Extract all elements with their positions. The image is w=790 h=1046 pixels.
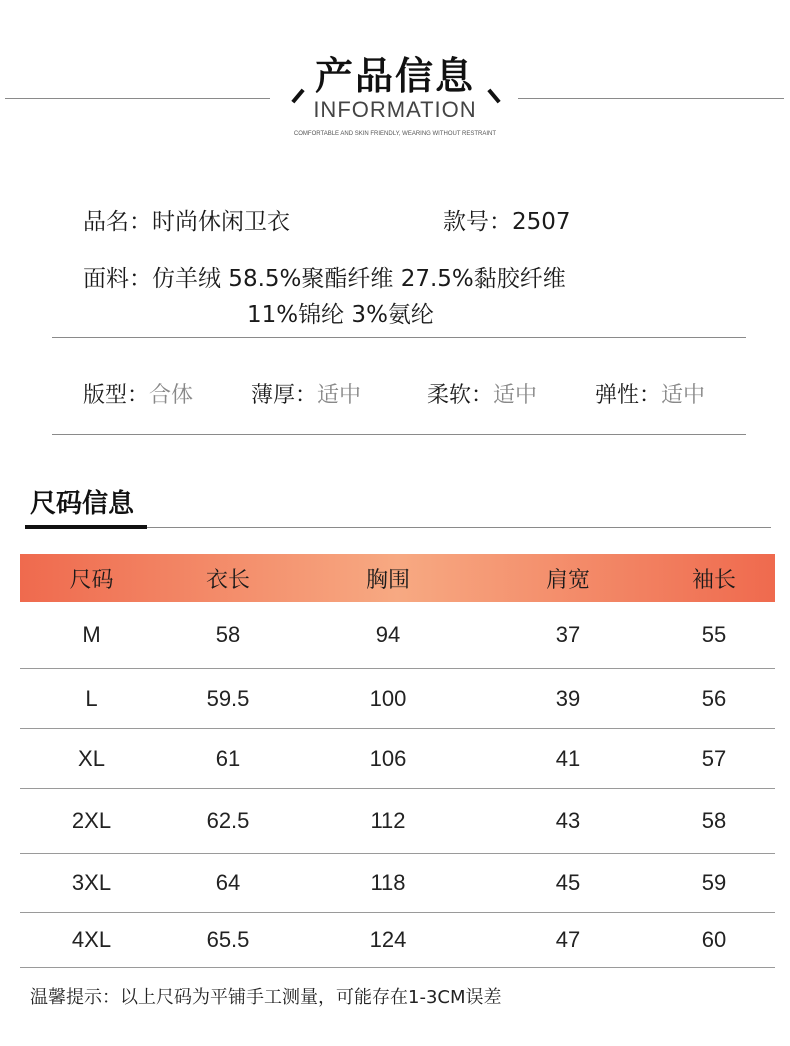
cell-length: 61 xyxy=(215,745,241,771)
attribute-elasticity-value: 适中 xyxy=(661,383,706,408)
header-shoulder: 肩宽 xyxy=(545,567,590,593)
fabric-line-1: 仿羊绒 58.5%聚酯纤维 27.5%黏胶纤维 xyxy=(152,266,566,292)
cell-size: 3XL xyxy=(71,870,112,895)
size-section-heading: 尺码信息 xyxy=(30,489,135,519)
attributes-divider-bottom xyxy=(52,434,746,435)
cell-shoulder: 39 xyxy=(555,685,581,711)
cell-sleeve: 58 xyxy=(701,808,727,833)
attribute-softness-value: 适中 xyxy=(493,383,538,408)
fabric-label: 面料： xyxy=(83,266,152,292)
header-chest: 胸围 xyxy=(365,567,410,593)
attribute-thickness-label: 薄厚： xyxy=(251,383,318,408)
table-row xyxy=(20,729,775,789)
attribute-elasticity xyxy=(595,378,705,409)
header-size: 尺码 xyxy=(69,567,114,593)
cell-chest: 100 xyxy=(369,685,407,711)
cell-shoulder: 37 xyxy=(555,622,581,647)
attribute-fit-value: 合体 xyxy=(149,383,194,408)
header-length: 衣长 xyxy=(205,567,250,593)
cell-length: 64 xyxy=(215,870,241,895)
cell-sleeve: 55 xyxy=(701,622,727,647)
header-sleeve: 袖长 xyxy=(691,567,736,593)
cell-sleeve: 57 xyxy=(701,745,727,771)
cell-length: 58 xyxy=(215,622,241,647)
product-name-row xyxy=(83,203,290,236)
cell-size: 2XL xyxy=(71,808,112,833)
table-row xyxy=(20,789,775,854)
tagline: COMFORTABLE AND SKIN FRIENDLY, WEARING WITHOUT RESTRAINT xyxy=(293,131,497,137)
measurement-tip: 温馨提示：以上尺码为平铺手工测量，可能存在1-3CM误差 xyxy=(30,987,502,1008)
style-number-row xyxy=(443,203,571,236)
cell-chest: 112 xyxy=(370,808,406,833)
cell-chest: 94 xyxy=(375,622,401,647)
attribute-fit xyxy=(83,378,193,409)
attribute-fit-label: 版型： xyxy=(83,383,150,408)
cell-size: XL xyxy=(78,745,105,771)
product-name-label: 品名： xyxy=(83,209,152,235)
cell-shoulder: 47 xyxy=(555,927,581,952)
table-row xyxy=(20,602,775,669)
cell-size: M xyxy=(82,622,101,647)
product-name-value: 时尚休闲卫衣 xyxy=(152,209,290,235)
attribute-thickness xyxy=(251,378,361,409)
size-table-header xyxy=(20,554,775,602)
size-section-divider xyxy=(147,527,771,528)
style-number-label: 款号： xyxy=(443,209,512,235)
fabric-line-2: 11%锦纶 3%氨纶 xyxy=(247,302,434,328)
cell-length: 62.5 xyxy=(206,808,250,833)
cell-sleeve: 56 xyxy=(701,685,727,711)
cell-chest: 124 xyxy=(369,927,407,952)
attribute-elasticity-label: 弹性： xyxy=(595,383,662,408)
attribute-softness-label: 柔软： xyxy=(427,383,494,408)
size-heading-underline xyxy=(25,525,147,529)
page-subtitle: INFORMATION xyxy=(313,97,477,122)
fabric-row xyxy=(83,260,566,293)
cell-shoulder: 45 xyxy=(555,870,581,895)
cell-chest: 118 xyxy=(370,870,406,895)
cell-chest: 106 xyxy=(369,745,407,771)
cell-length: 65.5 xyxy=(206,927,250,952)
size-table xyxy=(20,554,775,968)
attribute-thickness-value: 适中 xyxy=(317,383,362,408)
attribute-softness xyxy=(427,378,537,409)
cell-length: 59.5 xyxy=(206,685,250,711)
cell-shoulder: 43 xyxy=(555,808,581,833)
attributes-divider-top xyxy=(52,337,746,338)
table-row xyxy=(20,854,775,913)
table-row xyxy=(20,913,775,968)
page-title: 产品信息 xyxy=(314,54,475,98)
cell-size: L xyxy=(85,685,98,711)
style-number-value: 2507 xyxy=(512,209,571,235)
cell-sleeve: 59 xyxy=(701,870,727,895)
cell-sleeve: 60 xyxy=(701,927,727,952)
cell-shoulder: 41 xyxy=(555,745,581,771)
table-row xyxy=(20,669,775,729)
cell-size: 4XL xyxy=(71,927,112,952)
